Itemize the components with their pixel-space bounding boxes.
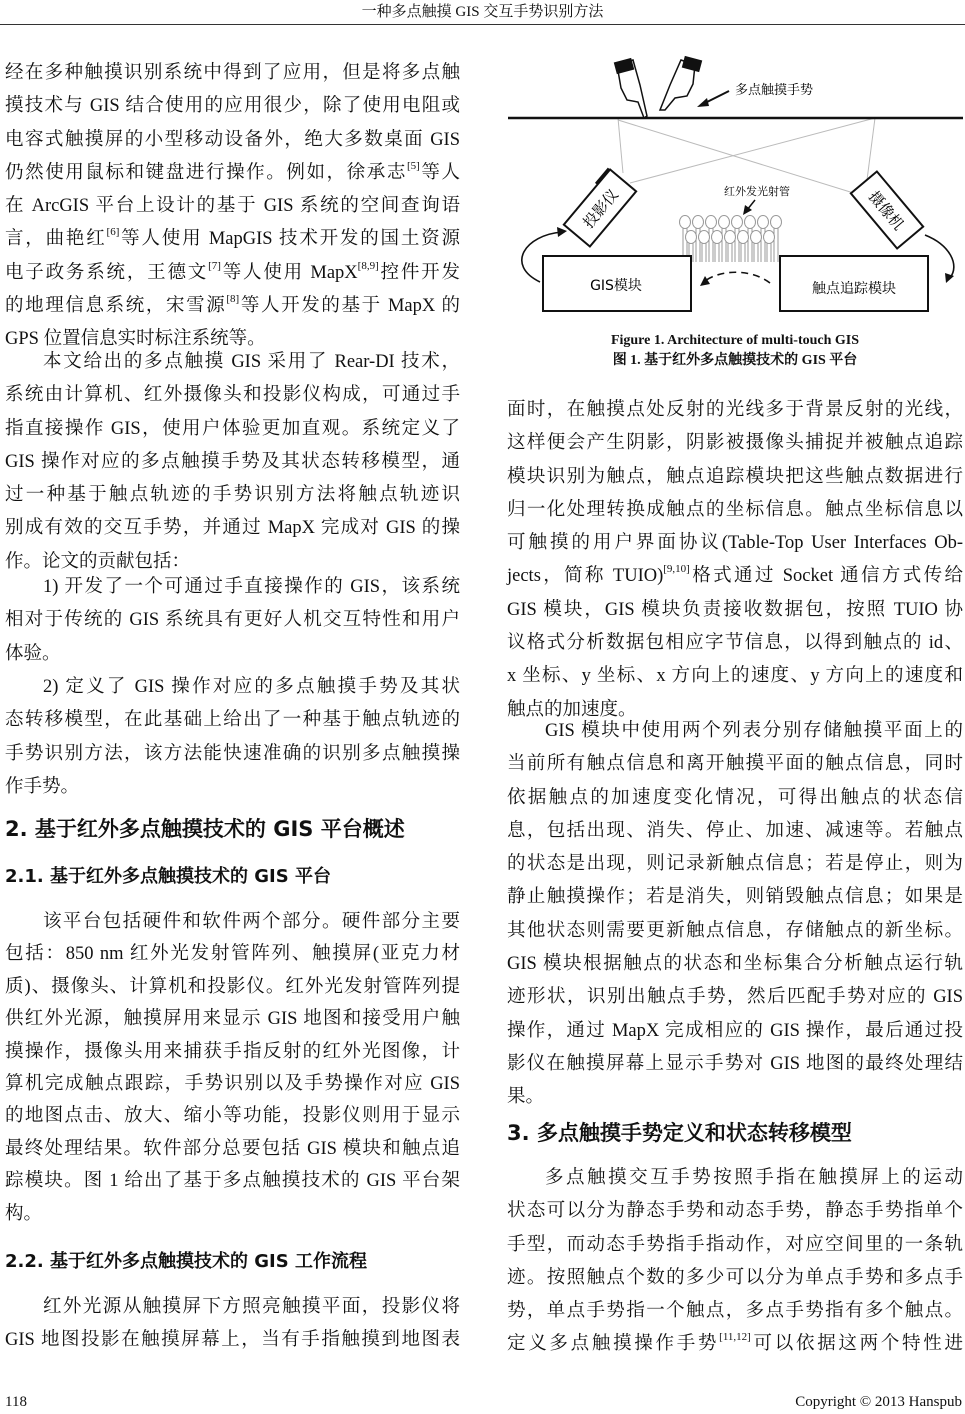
arrow-icon bbox=[697, 91, 729, 107]
text-line: 操作，通过 MapX 完成相应的 GIS 操作，最后通过投 bbox=[507, 1020, 963, 1041]
text-line: GIS 模块，GIS 模块负责接收数据包，按照 TUIO 协 bbox=[507, 599, 963, 620]
text-segment: 可以依据这两个特性进 bbox=[750, 1334, 963, 1355]
subsection-heading: 2.1. 基于红外多点触摸技术的 GIS 平台 bbox=[5, 866, 331, 887]
section-heading: 2. 基于红外多点触摸技术的 GIS 平台概述 bbox=[5, 817, 405, 841]
text-segment: 等人 bbox=[419, 162, 460, 183]
paragraph bbox=[507, 1162, 963, 1362]
ir-led-icon bbox=[712, 231, 723, 244]
text-segment: 言，曲艳红 bbox=[5, 229, 107, 250]
paragraph bbox=[507, 715, 963, 1115]
citation-superscript: [7] bbox=[208, 259, 221, 272]
text-line: 果。 bbox=[507, 1087, 545, 1108]
text-line: 1) 开发了一个可通过手直接操作的 GIS，该系统 bbox=[43, 577, 460, 597]
paragraph bbox=[5, 57, 460, 357]
text-line: 可触摸的用户界面协议(Table-Top User Interfaces Ob- bbox=[507, 533, 963, 554]
tracking-module-label: 触点追踪模块 bbox=[812, 281, 896, 297]
text-line: GIS 操作对应的多点触摸手势及其状态转移模型，通 bbox=[5, 451, 460, 472]
ir-led-icon bbox=[699, 231, 710, 244]
text-line: 依据触点的加速度变化情况，可得出触点的状态信 bbox=[507, 787, 963, 808]
text-line: 面时，在触摸点处反射的光线多于背景反射的光线， bbox=[507, 400, 963, 420]
text-line: 电容式触摸屏的小型移动设备外，绝大多数桌面 GIS bbox=[5, 129, 460, 150]
figure-caption-en: Figure 1. Architecture of multi-touch GIS bbox=[610, 333, 860, 348]
text-line: 当前所有触点信息和离开触摸平面的触点信息，同时 bbox=[507, 754, 963, 775]
text-line: x 坐标、y 坐标、x 方向上的速度、y 方向上的速度和 bbox=[507, 666, 963, 687]
section-heading: 3. 多点触摸手势定义和状态转移模型 bbox=[507, 1121, 852, 1145]
text-segment: jects，简称 TUIO) bbox=[507, 566, 664, 587]
text-segment: 等人开发的基于 MapX 的 bbox=[239, 296, 460, 317]
text-line: 的状态是出现，则记录新触点信息；若是停止，则为 bbox=[507, 854, 963, 875]
ir-led-icon bbox=[680, 216, 691, 229]
text-line: 其他状态则需要更新触点信息，存储触点的新坐标。 bbox=[507, 920, 963, 941]
text-segment: 定义多点触摸操作手势 bbox=[507, 1334, 720, 1355]
text-line: 息，包括出现、消失、停止、加速、减速等。若触点 bbox=[507, 820, 963, 841]
text-line: 触点的加速度。 bbox=[507, 699, 637, 720]
ir-led-icon bbox=[732, 216, 743, 229]
text-line: 本文给出的多点触摸 GIS 采用了 Rear-DI 技术， bbox=[43, 352, 460, 372]
text-line: GPS 位置信息实时标注系统等。 bbox=[5, 329, 266, 350]
text-line: 作手势。 bbox=[5, 776, 80, 797]
gesture-label: 多点触摸手势 bbox=[735, 83, 814, 98]
text-line: 在 ArcGIS 平台上设计的基于 GIS 系统的空间查询语 bbox=[5, 196, 460, 217]
page-number: 118 bbox=[5, 1394, 27, 1410]
text-line: 2) 定义了 GIS 操作对应的多点触摸手势及其状 bbox=[43, 677, 460, 697]
text-line: 手势识别方法，该方法能快速准确的识别多点触摸操 bbox=[5, 743, 460, 764]
text-line: 经在多种触摸识别系统中得到了应用，但是将多点触 bbox=[5, 63, 460, 83]
ir-led-icon bbox=[758, 216, 769, 229]
figure-caption-zh: 图 1. 基于红外多点触摸技术的 GIS 平台 bbox=[612, 353, 858, 368]
text-line: GIS 模块中使用两个列表分别存储触摸平面上的 bbox=[545, 721, 963, 741]
text-line: 该平台包括硬件和软件两个部分。硬件部分主要 bbox=[43, 912, 460, 932]
ir-led-icon bbox=[693, 216, 704, 229]
text-line: 摸技术与 GIS 结合使用的应用很少，除了使用电阻或 bbox=[5, 96, 460, 117]
text-line: 指直接操作 GIS，使用户体验更加直观。系统定义了 bbox=[5, 418, 460, 439]
subsection-heading: 2.2. 基于红外多点触摸技术的 GIS 工作流程 bbox=[5, 1251, 367, 1272]
text-line: 过一种基于触点轨迹的手势识别方法将触点轨迹识 bbox=[5, 485, 460, 506]
text-line bbox=[507, 1328, 963, 1361]
ir-led-icon bbox=[738, 231, 749, 244]
text-line: 状态可以分为静态手势和动态手势，静态手势指单个 bbox=[507, 1201, 963, 1222]
paragraph bbox=[5, 906, 460, 1230]
projector-box bbox=[562, 168, 637, 247]
text-line bbox=[5, 290, 460, 323]
paragraph bbox=[5, 346, 460, 579]
citation-superscript: [5] bbox=[406, 159, 420, 172]
text-segment: 的地理信息系统，宋雪源 bbox=[5, 296, 227, 317]
paragraph bbox=[5, 1291, 460, 1358]
text-line bbox=[5, 223, 460, 256]
text-line: 静止触摸操作；若是消失，则销毁触点信息；如果是 bbox=[507, 887, 963, 908]
arrow-head-icon bbox=[557, 227, 567, 237]
text-line: 别成有效的交互手势，并通过 MapX 完成对 GIS 的操 bbox=[5, 518, 460, 539]
citation-superscript: [8] bbox=[226, 293, 240, 306]
citation-superscript: [6] bbox=[106, 226, 120, 239]
text-line: 供红外光源，触摸屏用来显示 GIS 地图和接受用户触 bbox=[5, 1009, 460, 1030]
ir-led-icon bbox=[764, 231, 775, 244]
text-line: 归一化处理转换成触点的坐标信息。触点坐标信息以 bbox=[507, 499, 963, 520]
text-line: 相对于传统的 GIS 系统具有更好人机交互特性和用户 bbox=[5, 610, 460, 631]
text-line: 踪模块。图 1 给出了基于多点触摸技术的 GIS 平台架 bbox=[5, 1171, 460, 1192]
ir-led-icon bbox=[719, 216, 730, 229]
text-line: 包括：850 nm 红外光发射管阵列、触摸屏(亚克力材 bbox=[5, 944, 460, 965]
text-line: 多点触摸交互手势按照手指在触摸屏上的运动 bbox=[545, 1168, 963, 1188]
text-line bbox=[5, 257, 460, 290]
arrow-head-icon bbox=[700, 276, 710, 286]
arrow-icon bbox=[743, 200, 755, 215]
text-line: 迹形状，识别出触点手势，然后匹配手势对应的 GIS bbox=[507, 987, 963, 1008]
text-line: 模块识别为触点，触点追踪模块把这些触点数据进行 bbox=[507, 466, 963, 487]
text-line bbox=[5, 157, 460, 190]
text-line: 算机完成触点跟踪，手势识别以及手势操作对应 GIS bbox=[5, 1073, 460, 1094]
camera-label: 摄像机 bbox=[864, 187, 908, 234]
text-line: 这样便会产生阴影，阴影被摄像头捕捉并被触点追踪 bbox=[507, 433, 963, 454]
projection-lines bbox=[618, 118, 875, 195]
ir-led-icon bbox=[725, 231, 736, 244]
text-line: GIS 模块根据触点的状态和坐标集合分析触点运行轨 bbox=[507, 954, 963, 975]
text-line: 的地图点击、放大、缩小等功能，投影仪则用于显示 bbox=[5, 1106, 460, 1127]
ir-led-icon bbox=[706, 216, 717, 229]
hands-icon bbox=[614, 56, 702, 118]
ir-emitter-label: 红外发光射管 bbox=[724, 185, 790, 198]
text-segment: 控件开发 bbox=[378, 262, 460, 283]
text-line: 质)、摄像头、计算机和投影仪。红外光发射管阵列提 bbox=[5, 976, 460, 997]
ir-led-icon bbox=[686, 231, 697, 244]
ir-led-icon bbox=[771, 216, 782, 229]
copyright: Copyright © 2013 Hanspub bbox=[795, 1394, 962, 1410]
citation-superscript: [11,12] bbox=[719, 1331, 751, 1344]
paragraph bbox=[507, 394, 963, 727]
citation-superscript: [8,9] bbox=[357, 259, 379, 272]
text-line: 议格式分析数据包相应字节信息，以得到触点的 id、 bbox=[507, 633, 963, 654]
text-line: 态转移模型，在此基础上给出了一种基于触点轨迹的 bbox=[5, 710, 460, 731]
camera-box bbox=[851, 171, 923, 248]
projector-label: 投影仪 bbox=[579, 185, 623, 232]
ir-led-icon bbox=[745, 216, 756, 229]
ir-emitter-array bbox=[680, 216, 782, 263]
text-segment: 仍然使用鼠标和键盘进行操作。例如，徐承志 bbox=[5, 162, 407, 183]
text-line: 摸操作，摄像头用来捕获手指反射的红外光图像，计 bbox=[5, 1041, 460, 1062]
text-line bbox=[507, 560, 963, 593]
text-segment: 等人使用 MapGIS 技术开发的国土资源 bbox=[119, 229, 460, 250]
paragraph bbox=[5, 571, 460, 671]
text-line: 手型，而动态手势指手指动作，对应空间里的一条轨 bbox=[507, 1234, 963, 1255]
architecture-figure bbox=[505, 40, 965, 330]
ir-led-icon bbox=[751, 231, 762, 244]
text-segment: 等人使用 MapX bbox=[220, 262, 358, 283]
text-segment: 电子政务系统，王德文 bbox=[5, 262, 209, 283]
text-line: 势，单点手势指一个触点，多点手势指有多个触点。 bbox=[507, 1301, 963, 1322]
text-line: 作。论文的贡献包括： bbox=[5, 551, 191, 572]
citation-superscript: [9,10] bbox=[663, 563, 690, 576]
text-line: 迹。按照触点个数的多少可以分为单点手势和多点手 bbox=[507, 1267, 963, 1288]
text-line: 体验。 bbox=[5, 643, 61, 664]
text-line: 构。 bbox=[5, 1203, 43, 1224]
text-line: 系统由计算机、红外摄像头和投影仪构成，可通过手 bbox=[5, 385, 460, 406]
text-line: GIS 地图投影在触摸屏幕上，当有手指触摸到地图表 bbox=[5, 1330, 460, 1351]
text-line: 最终处理结果。软件部分总要包括 GIS 模块和触点追 bbox=[5, 1138, 460, 1159]
text-segment: 格式通过 Socket 通信方式传给 bbox=[689, 566, 963, 587]
gis-module-label: GIS模块 bbox=[590, 278, 642, 294]
text-line: 红外光源从触摸屏下方照亮触摸平面，投影仪将 bbox=[43, 1297, 460, 1317]
paragraph bbox=[5, 671, 460, 804]
running-header: 一种多点触摸 GIS 交互手势识别方法 bbox=[0, 0, 965, 25]
text-line: 影仪在触摸屏幕上显示手势对 GIS 地图的最终处理结 bbox=[507, 1053, 963, 1074]
